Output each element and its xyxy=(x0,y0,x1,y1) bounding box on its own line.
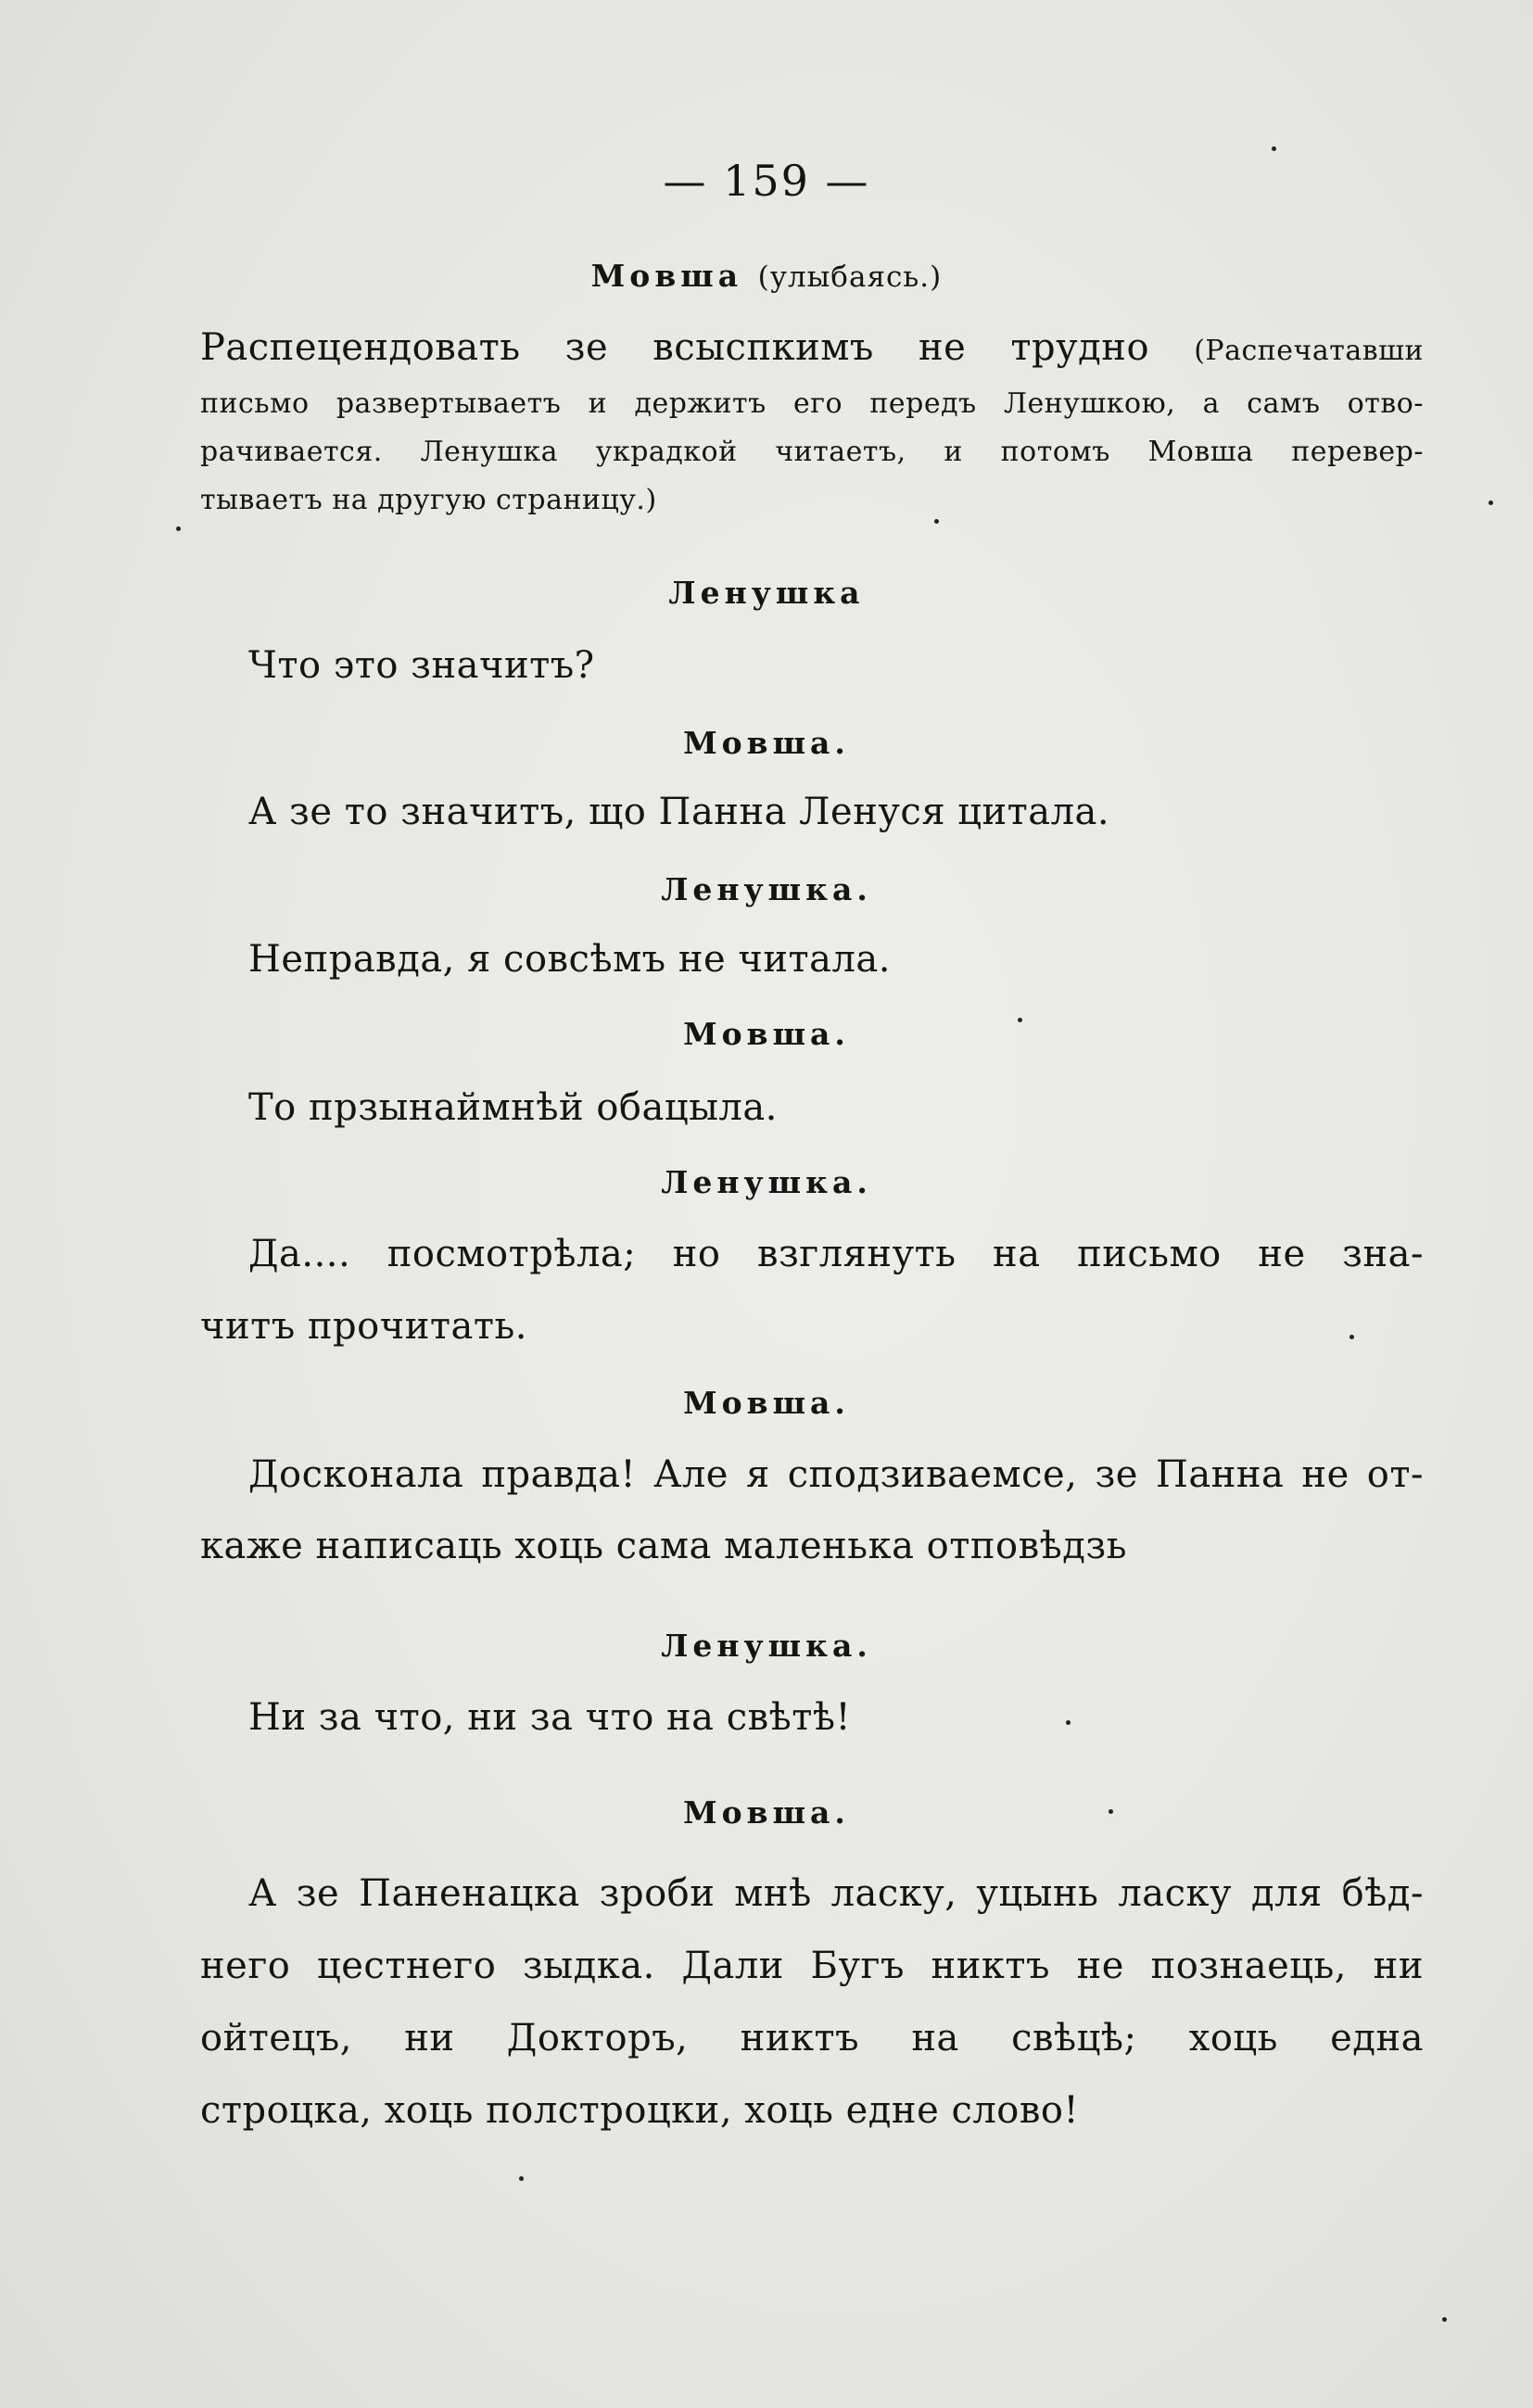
ink-speck xyxy=(1442,2317,1447,2322)
dialogue-line: Досконала правда! Але я сподзиваемсе, зе Панна не от- xyxy=(248,1453,1424,1496)
dialogue-text: Распецендовать зе всыспкимъ не трудно xyxy=(200,326,1150,369)
dialogue-line: строцка, хоць полстроцки, хоць едне слово! xyxy=(200,2089,1080,2132)
stage-direction-start: (Распечатавши xyxy=(1194,335,1425,367)
ink-speck xyxy=(1109,1809,1113,1814)
stage-direction-inline: (улыбаясь.) xyxy=(757,260,943,294)
stage-direction-line: письмо развертываетъ и держитъ его передъ Ленушкою, а самъ отво- xyxy=(200,387,1424,420)
dialogue-line xyxy=(200,326,1424,369)
ink-speck xyxy=(1272,146,1276,151)
stage-direction-line: тываетъ на другую страницу.) xyxy=(200,484,657,516)
dialogue-line: Да.... посмотрѣла; но взглянуть на письмо не зна- xyxy=(248,1233,1424,1275)
speaker-name: Мовша xyxy=(590,258,743,294)
bleed-through-text xyxy=(167,278,1446,2132)
speaker-heading: Мовша. xyxy=(683,1385,850,1421)
stage-direction-line: рачивается. Ленушка украдкой читаетъ, и потомъ Мовша перевер- xyxy=(200,436,1424,468)
dialogue-line: Неправда, я совсѣмъ не читала. xyxy=(248,938,891,981)
ink-speck xyxy=(176,526,181,531)
ink-speck xyxy=(1489,501,1493,505)
speaker-heading: Мовша. xyxy=(683,1794,850,1831)
ink-speck xyxy=(519,2176,524,2181)
dialogue-line: каже написаць хоць сама маленька отповѣдзь xyxy=(200,1525,1127,1567)
speaker-heading: Мовша. xyxy=(683,1016,850,1052)
dialogue-line: А зе Паненацка зроби мнѣ ласку, уцынь ласку для бѣд- xyxy=(248,1872,1424,1915)
ink-speck xyxy=(1018,1018,1022,1022)
dialogue-line: читъ прочитать. xyxy=(200,1305,527,1348)
dialogue-line: ойтецъ, ни Докторъ, никтъ на свѣцѣ; хоць една xyxy=(200,2017,1424,2059)
speaker-heading: Мовша. xyxy=(683,725,850,761)
speaker-heading xyxy=(0,258,1533,294)
speaker-heading: Ленушка. xyxy=(661,871,872,907)
dialogue-line: То прзынаймнѣй обацыла. xyxy=(248,1086,778,1129)
page-number: — 159 — xyxy=(663,156,870,206)
speaker-heading: Ленушка. xyxy=(661,1628,872,1664)
dialogue-line: Что это значитъ? xyxy=(248,644,595,687)
dialogue-line: Ни за что, ни за что на свѣтѣ! xyxy=(248,1696,852,1739)
speaker-heading: Ленушка xyxy=(668,575,865,611)
ink-speck xyxy=(1349,1335,1354,1339)
ink-speck xyxy=(1066,1720,1071,1725)
dialogue-line: А зе то значитъ, що Панна Ленуся цитала. xyxy=(248,791,1110,833)
ink-speck xyxy=(934,519,939,524)
dialogue-line: него цестнего зыдка. Дали Бугъ никтъ не познаець, ни xyxy=(200,1945,1424,1987)
speaker-heading: Ленушка. xyxy=(661,1164,872,1200)
